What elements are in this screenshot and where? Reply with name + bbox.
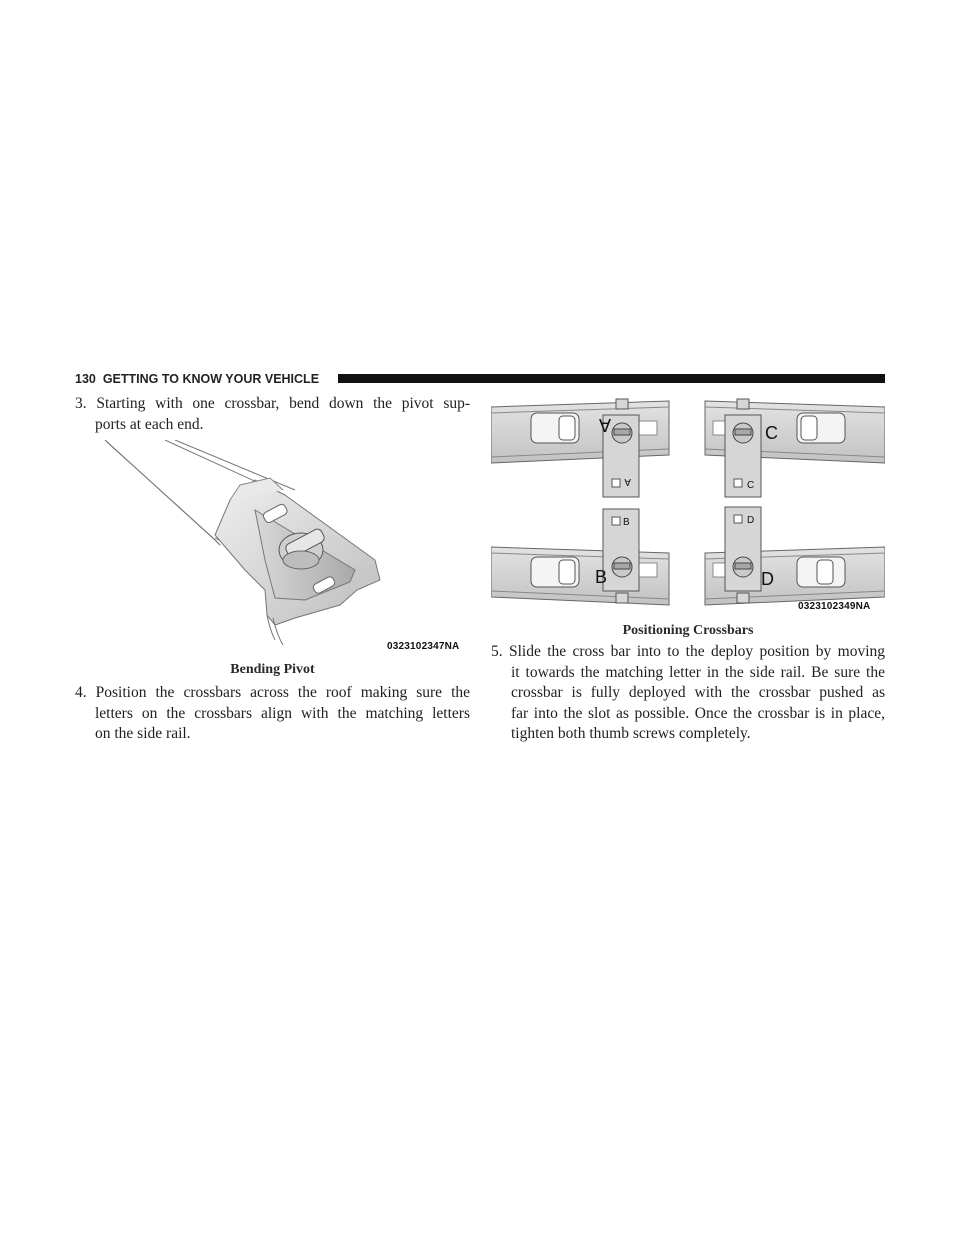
step-line: tighten both thumb screws completely.: [511, 725, 751, 742]
crossbar-letter-b: B: [623, 517, 630, 528]
step-line: it towards the matching letter in the side rail. Be sure the: [511, 663, 885, 681]
step-line: Starting with one crossbar, bend down the pivot sup-: [96, 395, 471, 412]
page-number: 130: [75, 372, 96, 386]
figure-positioning-crossbars: [491, 397, 885, 612]
step-line: far into the slot as possible. Once the crossbar is in place,: [511, 704, 885, 722]
step-line: on the side rail.: [95, 725, 191, 742]
step-4: [75, 683, 470, 745]
step-number: 4.: [75, 684, 87, 701]
crossbar-letter-a: A: [624, 476, 631, 487]
rail-letter-c: C: [765, 423, 778, 443]
positioning-crossbars-illustration: [491, 397, 885, 612]
crossbar-d: [725, 507, 761, 603]
rail-letter-d: D: [761, 569, 774, 589]
crossbar-b: [603, 509, 639, 603]
step-line: Position the crossbars across the roof making sure the: [95, 684, 471, 701]
page-header: [75, 371, 885, 387]
rail-letter-a: A: [598, 415, 611, 435]
header-rule: [338, 374, 885, 383]
figure-bending-pivot: [95, 440, 465, 650]
step-number: 3.: [75, 395, 87, 412]
figure-code: 0323102347NA: [387, 641, 460, 652]
figure-caption: Positioning Crossbars: [622, 623, 754, 638]
step-line: crossbar is fully deployed with the crossbar pushed as: [511, 684, 885, 701]
crossbar-letter-c: C: [747, 480, 755, 491]
figure-caption: Bending Pivot: [230, 662, 315, 677]
step-3: [75, 394, 470, 435]
crossbar-letter-d: D: [747, 515, 755, 526]
step-line: ports at each end.: [95, 415, 204, 433]
figure-code: 0323102349NA: [798, 601, 871, 612]
page-header-label: [75, 371, 319, 387]
step-number: 5.: [491, 643, 503, 660]
rail-a: [491, 401, 669, 463]
rail-b: [491, 547, 669, 605]
rail-letter-b: B: [595, 567, 608, 587]
bending-pivot-illustration: [95, 440, 465, 650]
section-title: GETTING TO KNOW YOUR VEHICLE: [102, 372, 320, 386]
step-5: [491, 642, 885, 745]
step-line: letters on the crossbars align with the matching letters: [95, 704, 470, 722]
step-line: Slide the cross bar into to the deploy position by moving: [508, 643, 886, 660]
